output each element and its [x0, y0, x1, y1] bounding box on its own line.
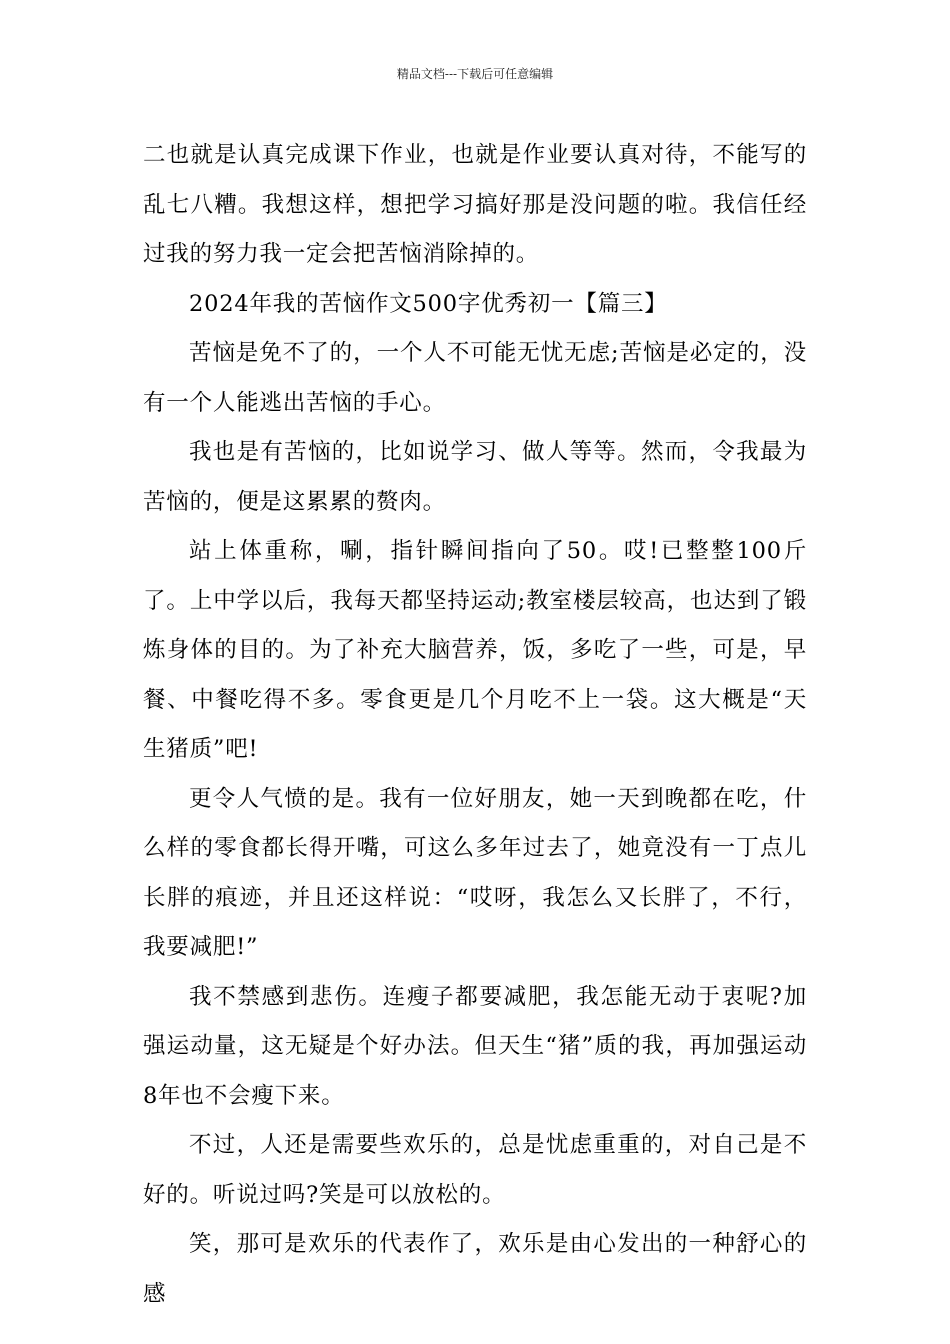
paragraph: 我不禁感到悲伤。连瘦子都要减肥，我怎能无动于衷呢?加强运动量，这无疑是个好办法。但天生“猪”质的我，再加强运动8年也不会瘦下来。 — [143, 983, 807, 1109]
paragraph: 更令人气愤的是。我有一位好朋友，她一天到晚都在吃，什么样的零食都长得开嘴，可这么多年过去了，她竟没有一丁点儿长胖的痕迹，并且还这样说：“哎呀，我怎么又长胖了，不行，我要减肥!” — [143, 785, 807, 960]
paragraph: 站上体重称，唰，指针瞬间指向了50。哎!已整整100斤了。上中学以后，我每天都坚持运动;教室楼层较高，也达到了锻炼身体的目的。为了补充大脑营养，饭，多吃了一些，可是，早餐、中餐吃得不多。零食更是几个月吃不上一袋。这大概是“天生猪质”吧! — [143, 538, 807, 762]
section-title: 2024年我的苦恼作文500字优秀初一【篇三】 — [189, 290, 668, 317]
page-header: 精品文档---下载后可任意编辑 — [396, 67, 554, 81]
paragraph: 笑，那可是欢乐的代表作了，欢乐是由心发出的一种舒心的感 — [143, 1231, 807, 1307]
paragraph: 不过，人还是需要些欢乐的，总是忧虑重重的，对自己是不好的。听说过吗?笑是可以放松的。 — [143, 1132, 807, 1208]
document-body — [143, 131, 807, 1319]
paragraph: 苦恼是免不了的，一个人不可能无忧无虑;苦恼是必定的，没有一个人能逃出苦恼的手心。 — [143, 340, 807, 416]
paragraph: 我也是有苦恼的，比如说学习、做人等等。然而，令我最为苦恼的，便是这累累的赘肉。 — [143, 439, 807, 515]
paragraph-continuation: 二也就是认真完成课下作业，也就是作业要认真对待，不能写的乱七八糟。我想这样，想把学习搞好那是没问题的啦。我信任经过我的努力我一定会把苦恼消除掉的。 — [143, 142, 807, 267]
